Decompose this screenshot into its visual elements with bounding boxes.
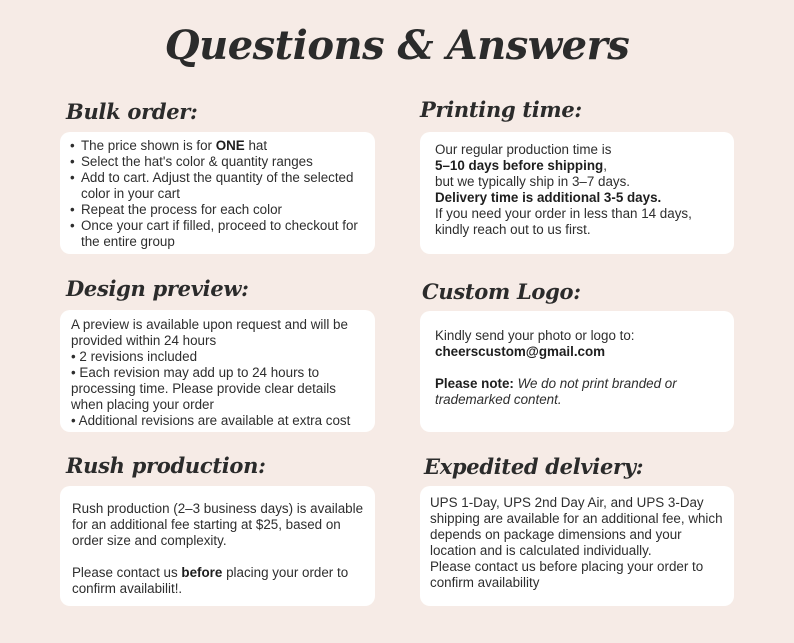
rush-text: Rush production (2–3 business days) is available for an additional fee starting at $25, based on order size and complexity. [72, 501, 364, 548]
logo-text: Kindly send your photo or logo to: [435, 328, 635, 343]
logo-note: Please note: We do not print branded or trademarked content. [435, 376, 677, 407]
expedited-text: UPS 1-Day, UPS 2nd Day Air, and UPS 3-Day shipping are available for an additional fee, which depends on package dimensions and your location and is calculated individually. [430, 495, 723, 558]
design-preview-card [60, 310, 375, 432]
page-title: Questions & Answers [164, 22, 630, 69]
printing-days-bold: 5–10 days before shipping [435, 158, 604, 173]
bulk-order-list [62, 138, 367, 250]
expedited-delivery-heading: Expedited delviery: [424, 454, 644, 479]
list-item: • Once your cart if filled, proceed to checkout for the entire group [62, 218, 367, 250]
custom-logo-card [420, 311, 734, 432]
design-text: A preview is available upon request and will be provided within 24 hours [71, 317, 348, 348]
design-text: • Each revision may add up to 24 hours to processing time. Please provide clear details when placing your order [71, 365, 369, 413]
rush-contact-text: Please contact us before placing your order to confirm availabilit!. [72, 565, 349, 596]
printing-time-card: Our regular production time is 5–10 days before shipping, but we typically ship in 3–7 days. Delivery time is additional 3-5 days. If you need your order in less than 14 days, kindly reach out to us first. [420, 132, 734, 254]
design-text: • 2 revisions included [71, 349, 369, 365]
bulk-order-card [60, 132, 375, 254]
expedited-text: Please contact us before placing your order to confirm availability [430, 559, 704, 590]
list-item: • Add to cart. Adjust the quantity of the selected color in your cart [62, 170, 367, 202]
printing-text: Our regular production time is [435, 142, 612, 157]
bulk-order-heading: Bulk order: [66, 99, 198, 124]
rush-production-heading: Rush production: [66, 453, 266, 478]
design-text: • Additional revisions are available at extra cost [71, 413, 369, 429]
delivery-time-bold: Delivery time is additional 3-5 days. [435, 190, 662, 205]
list-item: • The price shown is for ONE hat [62, 138, 367, 154]
printing-time-heading: Printing time: [420, 97, 582, 122]
list-item: • Select the hat's color & quantity ranges [62, 154, 367, 170]
rush-production-card [60, 486, 375, 606]
list-item: • Repeat the process for each color [62, 202, 367, 218]
expedited-delivery-card [420, 486, 734, 606]
design-preview-heading: Design preview: [66, 276, 249, 301]
printing-text: If you need your order in less than 14 days, kindly reach out to us first. [435, 206, 692, 237]
email-address[interactable]: cheerscustom@gmail.com [435, 344, 606, 359]
printing-text: but we typically ship in 3–7 days. [435, 174, 631, 189]
custom-logo-heading: Custom Logo: [422, 279, 581, 304]
